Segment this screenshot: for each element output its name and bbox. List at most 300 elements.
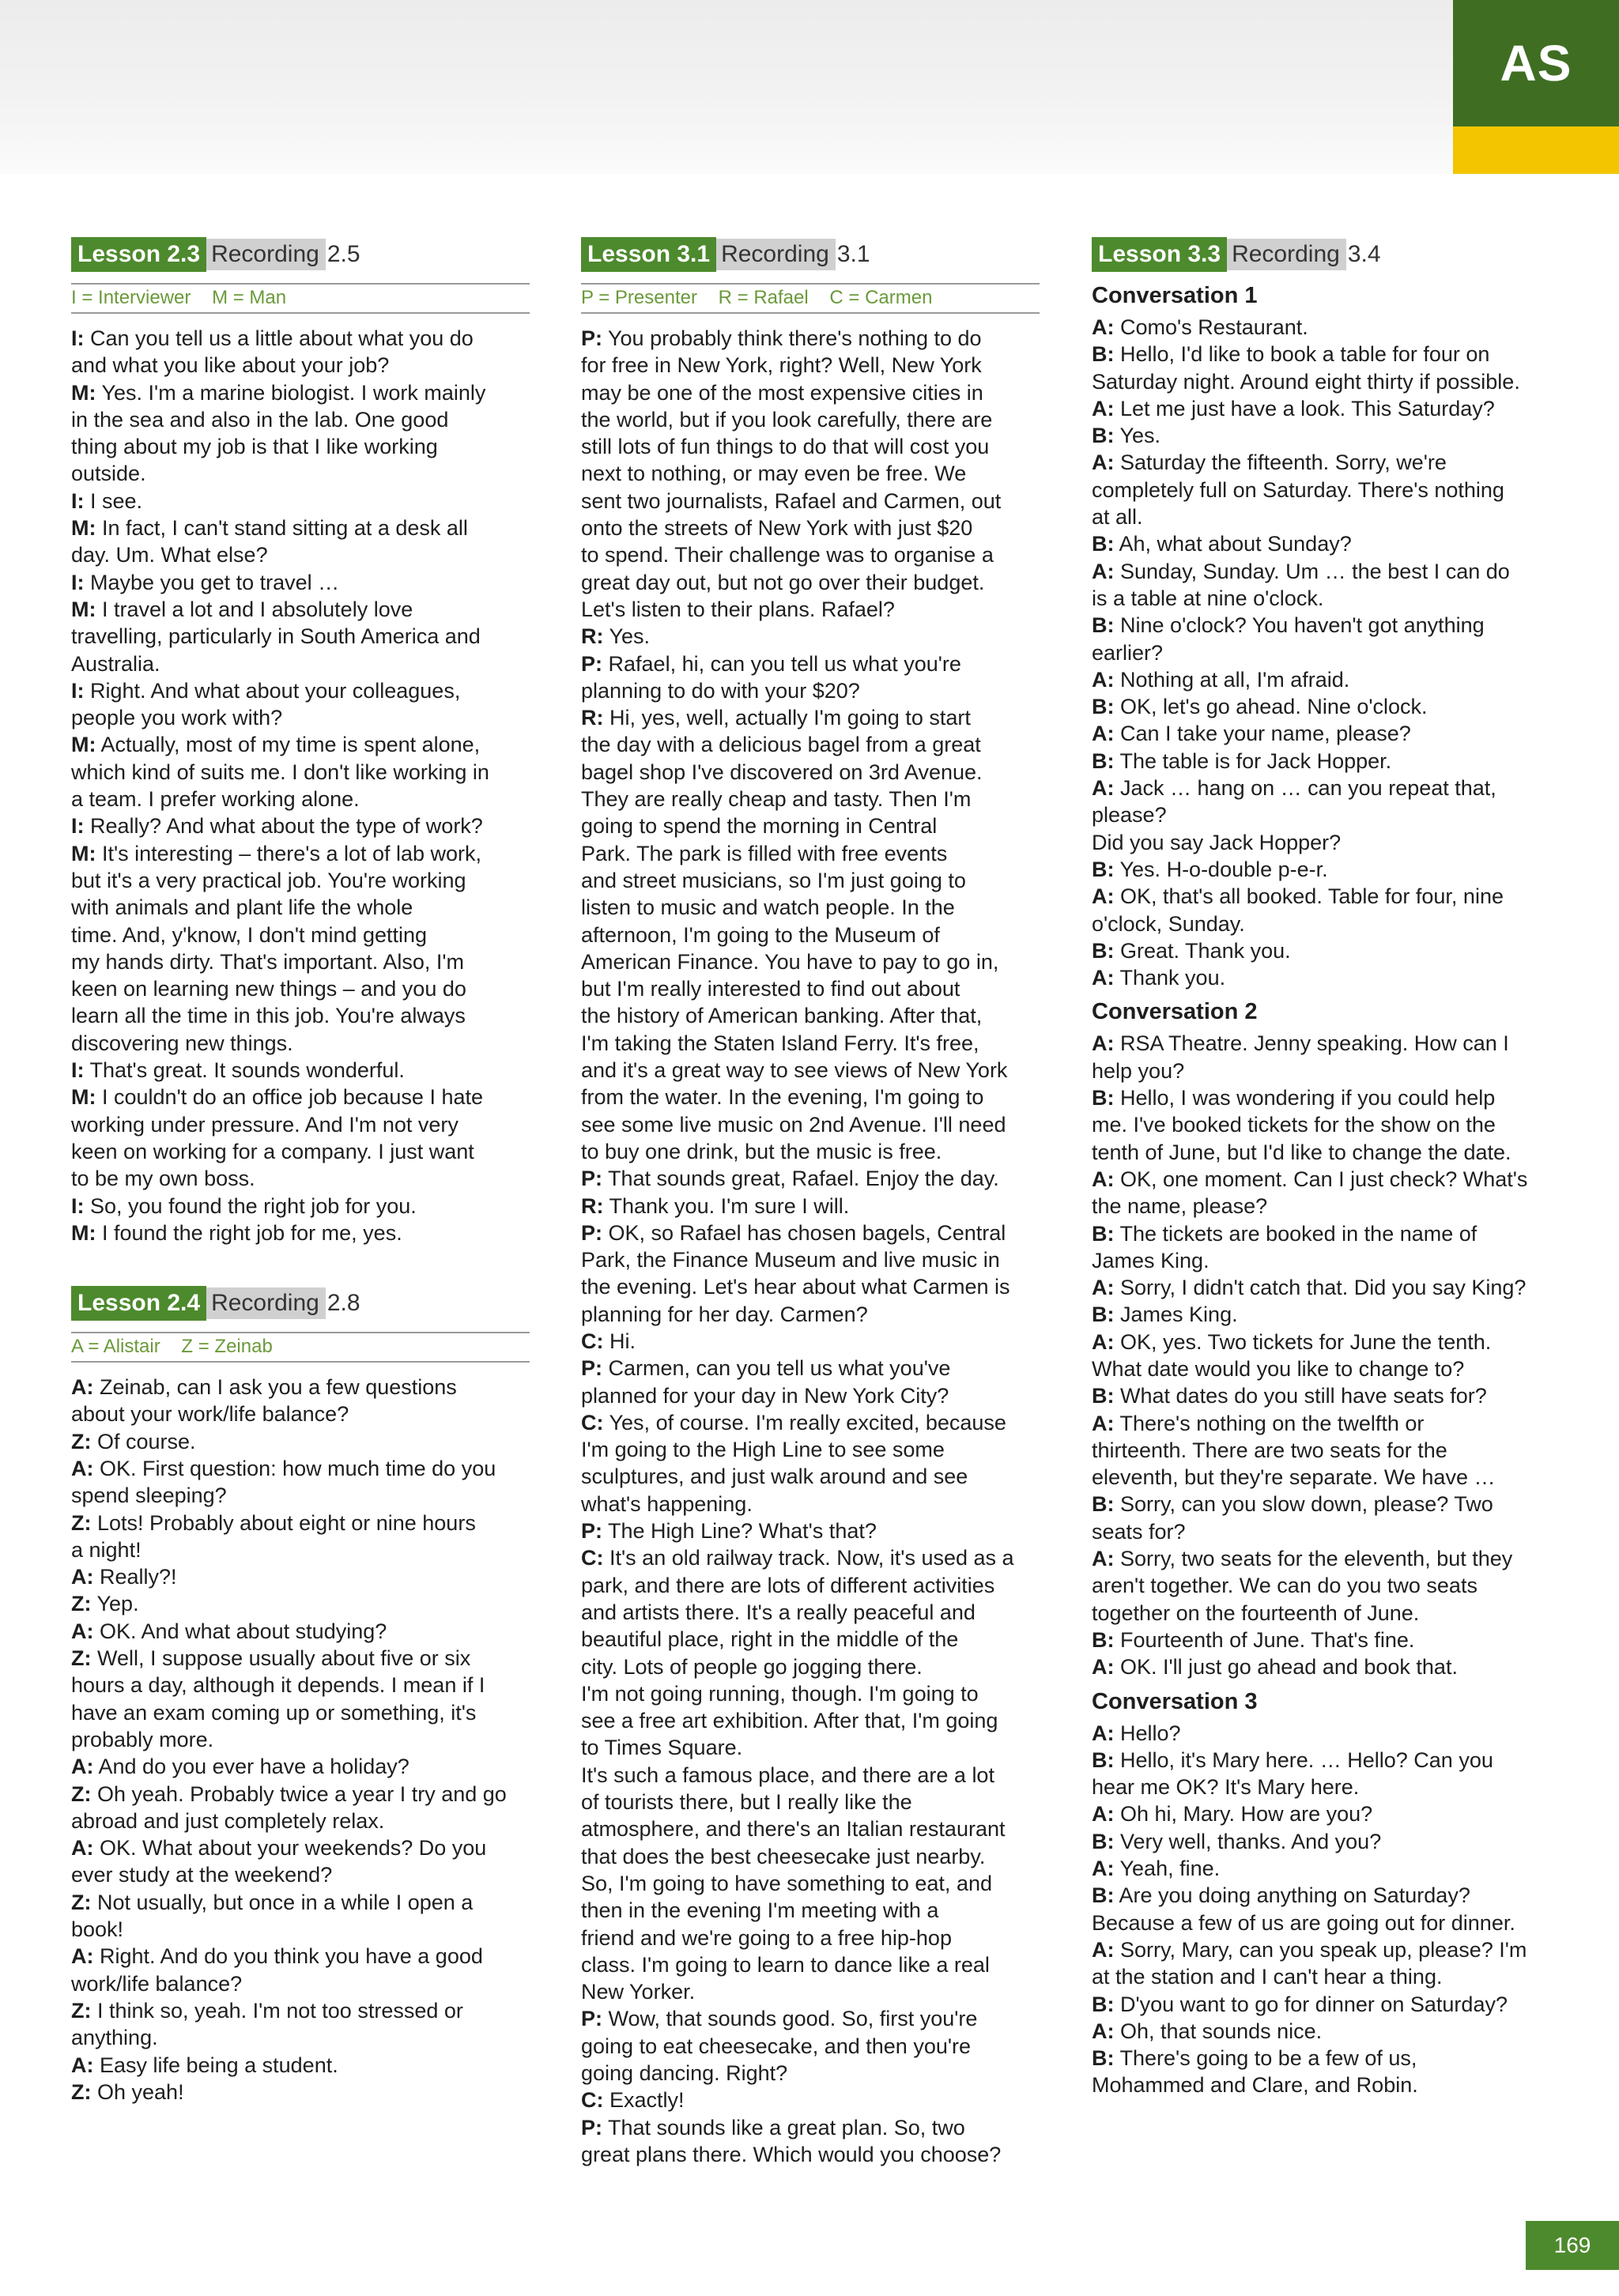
transcript-line [581,948,1040,975]
transcript-line [581,1220,1040,1246]
transcript-line [1092,2018,1550,2045]
line-text: Because a few of us are going out for dinner. [1092,1910,1515,1935]
line-text: discovering new things. [71,1031,293,1055]
speaker-label: A: [1092,1276,1115,1300]
line-text: what's happening. [581,1491,753,1516]
transcript-line [1092,1800,1550,1827]
transcript-line [1092,1247,1550,1274]
speaker-label: A: [1092,1937,1115,1962]
transcript-line [581,1951,1040,1978]
line-text: with animals and plant life the whole [71,895,413,920]
speaker-label: B: [1092,1221,1115,1246]
line-text: I couldn't do an office job because I hate [102,1085,484,1110]
speaker-label: M: [71,733,96,757]
lesson-label: Lesson 3.1 [581,237,716,272]
line-text: still lots of fun things to do that will cost you [581,435,990,459]
transcript-line [71,650,530,677]
line-text: aren't together. We can do you two seats [1092,1574,1477,1598]
line-text: Thank you. I'm sure I will. [609,1193,850,1218]
line-text: Hello, I was wondering if you could help [1120,1086,1496,1110]
line-text: Yes. H-o-double p-e-r. [1119,857,1328,881]
transcript-line [71,1455,530,1482]
speaker-key: A = Alistair Z = Zeinab [71,1332,530,1363]
line-text: thing about my job is that I like working [71,435,438,459]
line-text: Easy life being a student. [100,2053,338,2077]
line-text: but it's a very practical job. You're working [71,868,466,892]
line-text: Rafael, hi, can you tell us what you're [608,651,961,676]
speaker-label: I: [71,488,85,513]
transcript-line [1092,1274,1550,1301]
speaker-label: A: [1092,396,1115,420]
transcript-line [71,1030,530,1057]
transcript-line [581,1246,1040,1273]
transcript-line [1092,1382,1550,1409]
line-text: for free in New York, right? Well, New York [581,353,982,378]
transcript-line [1092,314,1550,341]
line-text: a team. I prefer working alone. [71,787,360,812]
speaker-label: A: [1092,722,1115,746]
speaker-label: A: [71,1565,94,1589]
transcript-line [71,812,530,839]
transcript-line [1092,1166,1550,1193]
column-1 [71,237,530,2106]
line-text: You probably think there's nothing to do [608,326,982,350]
line-text: It's an old railway track. Now, it's used as a [609,1546,1014,1570]
transcript-line [581,731,1040,758]
line-text: planning to do with your $20? [581,678,860,703]
speaker-label: I: [71,1193,85,1218]
transcript-line [1092,666,1550,693]
line-text: Not usually, but once in a while I open a [97,1890,474,1914]
line-text: Oh yeah. Probably twice a year I try and go [97,1781,507,1806]
audioscript-tab [1453,0,1619,126]
speaker-label: B: [1092,2046,1115,2071]
transcript-line [581,2060,1040,2087]
transcript-line [1092,530,1550,557]
lesson-heading [71,1286,530,1321]
line-text: going to spend the morning in Central [581,814,938,839]
speaker-label: P: [581,1167,602,1191]
transcript-line [581,1002,1040,1029]
transcript-line [1092,558,1550,585]
transcript-line [71,731,530,758]
transcript-line [581,1409,1040,1436]
transcript-line [581,812,1040,839]
line-text: D'you want to go for dinner on Saturday? [1120,1992,1508,2016]
line-text: is a table at nine o'clock. [1092,586,1324,610]
line-text: Fourteenth of June. That's fine. [1120,1627,1415,1652]
line-text: beautiful place, right in the middle of the [581,1627,959,1652]
transcript-line [71,1726,530,1753]
transcript-line [581,1463,1040,1490]
transcript-line [581,1626,1040,1653]
transcript-line [1092,748,1550,775]
line-text: The table is for Jack Hopper. [1119,748,1392,773]
transcript [1092,1720,1550,2099]
line-text: Nothing at all, I'm afraid. [1120,667,1350,692]
speaker-label: Z: [71,2079,92,2104]
line-text: James King. [1120,1303,1238,1327]
speaker-label: M: [71,516,96,541]
line-text: keen on working for a company. I just want [71,1139,474,1163]
transcript-line [1092,477,1550,503]
speaker-label: A: [71,1456,94,1480]
lesson-label: Lesson 2.3 [71,237,206,272]
transcript-line [581,1436,1040,1463]
line-text: Park. The park is filled with free events [581,841,948,865]
transcript-line [1092,449,1550,476]
transcript-line [1092,1193,1550,1220]
line-text: completely full on Saturday. There's nothing [1092,477,1504,502]
transcript-line [1092,612,1550,639]
transcript-line [581,1680,1040,1707]
transcript-line [581,867,1040,894]
recording-number: 3.1 [836,241,870,267]
line-text: my hands dirty. That's important. Also, I'm [71,949,464,974]
line-text: OK. I'll just go ahead and book that. [1120,1655,1458,1680]
transcript-line [581,975,1040,1002]
transcript-line [71,2024,530,2051]
recording-label: Recording [206,239,326,270]
line-text: see a free art exhibition. After that, I'm going [581,1709,998,1733]
transcript-line [71,1401,530,1427]
transcript-line [71,569,530,596]
transcript-line [1092,1720,1550,1747]
line-text: They are really cheap and tasty. Then I'm [581,787,972,812]
line-text: The tickets are booked in the name of [1119,1221,1477,1246]
transcript-line [581,759,1040,786]
line-text: OK, so Rafael has chosen bagels, Central [608,1220,1006,1245]
transcript-line [1092,1355,1550,1382]
line-text: earlier? [1092,640,1164,665]
transcript [1092,314,1550,991]
speaker-label: A: [1092,667,1115,692]
line-text: Yep. [96,1592,139,1616]
line-text: of tourists there, but I really like the [581,1790,912,1815]
transcript-line [581,1897,1040,1924]
line-text: Sorry, Mary, can you speak up, please? I'm [1120,1937,1527,1962]
transcript-line [71,2079,530,2106]
speaker-label: M: [71,841,96,865]
line-text: It's interesting – there's a lot of lab work, [102,841,482,865]
line-text: help you? [1092,1058,1185,1083]
line-text: planning for her day. Carmen? [581,1302,868,1326]
line-text: at the station and I can't hear a thing. [1092,1965,1443,1989]
line-text: great day out, but not go over their budget. [581,570,985,594]
line-text: Park, the Finance Museum and live music in [581,1248,1000,1272]
transcript-line [581,1762,1040,1789]
speaker-label: M: [71,380,96,405]
transcript-line [581,406,1040,433]
transcript-line [1092,1545,1550,1572]
line-text: OK, one moment. Can I just check? What's [1120,1167,1528,1191]
transcript-line [581,596,1040,623]
line-text: learn all the time in this job. You're always [71,1004,466,1028]
speaker-label: B: [1092,613,1115,638]
transcript-line [581,1815,1040,1842]
line-text: Hello, it's Mary here. … Hello? Can you [1120,1747,1493,1772]
line-text: tenth of June, but I'd like to change the date. [1092,1140,1511,1164]
speaker-label: B: [1092,857,1115,881]
line-text: Carmen, can you tell us what you've [608,1356,951,1381]
transcript-line [1092,964,1550,991]
line-text: There's going to be a few of us, [1119,2046,1417,2071]
speaker-label: P: [581,651,602,676]
line-text: Maybe you get to travel … [90,570,340,594]
transcript-line [71,1057,530,1084]
transcript-line [1092,720,1550,747]
line-text: I'm going to the High Line to see some [581,1438,945,1462]
speaker-label: B: [1092,1627,1115,1652]
transcript-line [71,1220,530,1246]
line-text: What dates do you still have seats for? [1120,1384,1487,1408]
line-text: working under pressure. And I'm not very [71,1112,459,1137]
line-text: city. Lots of people go jogging there. [581,1654,923,1679]
line-text: have an exam coming up or something, it's [71,1700,477,1725]
transcript-line [581,1355,1040,1382]
line-text: atmosphere, and there's an Italian restaurant [581,1817,1006,1842]
transcript-line [1092,937,1550,964]
line-text: to Times Square. [581,1736,743,1760]
transcript-line [71,1193,530,1220]
transcript-line [581,2114,1040,2141]
line-text: In fact, I can't stand sitting at a desk all [102,516,468,541]
transcript-line [71,1428,530,1455]
transcript-line [71,1672,530,1698]
line-text: I'm taking the Staten Island Ferry. It's free, [581,1031,979,1055]
transcript-line [71,1997,530,2024]
line-text: next to nothing, or may even be free. We [581,462,967,486]
transcript-line [71,867,530,894]
speaker-label: B: [1092,1086,1115,1110]
line-text: Very well, thanks. And you? [1120,1829,1382,1853]
transcript-line [1092,1828,1550,1855]
transcript-line [71,2052,530,2079]
line-text: keen on learning new things – and you do [71,977,466,1001]
line-text: the evening. Let's hear about what Carmen is [581,1275,1010,1299]
speaker-label: M: [71,597,96,621]
line-text: Really? And what about the type of work? [90,814,483,839]
transcript-line [1092,1855,1550,1882]
line-text: thirteenth. There are two seats for the [1092,1438,1447,1462]
line-text: the day with a delicious bagel from a great [581,733,981,757]
transcript-line [581,840,1040,867]
line-text: great plans there. Which would you choose? [581,2142,1002,2166]
line-text: Hello, I'd like to book a table for four on [1120,342,1490,367]
transcript-line [581,1843,1040,1870]
line-text: Como's Restaurant. [1120,315,1308,339]
speaker-label: P: [581,2115,602,2140]
speaker-label: A: [1092,2019,1115,2043]
line-text: And do you ever have a holiday? [98,1755,409,1779]
transcript [581,325,1040,2168]
transcript-line [71,1753,530,1780]
line-text: a night! [71,1537,142,1562]
speaker-label: M: [71,1085,96,1110]
tab-accent-stripe [1453,126,1619,174]
transcript-line [1092,1910,1550,1936]
line-text: and what you like about your job? [71,353,390,378]
line-text: the history of American banking. After that, [581,1004,983,1028]
transcript-line [581,541,1040,568]
transcript-line [1092,1600,1550,1627]
speaker-label: A: [1092,1329,1115,1354]
speaker-label: B: [1092,532,1115,556]
transcript-line [71,352,530,379]
transcript-line [71,786,530,812]
transcript-line [71,1781,530,1808]
transcript-line [71,1536,530,1563]
line-text: Nine o'clock? You haven't got anything [1120,613,1485,638]
conversation-title: Conversation 1 [1092,283,1258,308]
line-text: I travel a lot and I absolutely love [102,597,413,621]
line-text: Are you doing anything on Saturday? [1119,1883,1470,1908]
line-text: together on the fourteenth of June. [1092,1600,1420,1625]
transcript-line [71,975,530,1002]
line-text: I see. [90,488,143,513]
transcript-line [581,650,1040,677]
transcript-line [1092,910,1550,937]
transcript-line [71,460,530,487]
transcript-line [581,433,1040,460]
line-text: There's nothing on the twelfth or [1119,1411,1425,1435]
recording-number: 3.4 [1347,241,1381,267]
transcript-line [71,1916,530,1943]
speaker-label: B: [1092,1883,1115,1908]
line-text: OK, let's go ahead. Nine o'clock. [1120,695,1428,719]
line-text: anything. [71,2026,158,2050]
line-text: Let's listen to their plans. Rafael? [581,597,895,621]
line-text: It's such a famous place, and there are a lot [581,1763,994,1787]
transcript-line [581,1572,1040,1599]
transcript-line [1092,1058,1550,1084]
line-text: abroad and just completely relax. [71,1808,385,1833]
transcript-line [71,406,530,433]
transcript-line [71,1084,530,1110]
line-text: seats for? [1092,1519,1186,1544]
transcript-line [1092,1653,1550,1680]
speaker-label: Z: [71,1510,92,1535]
transcript-line [71,840,530,867]
line-text: people you work with? [71,706,283,730]
transcript-line [71,1970,530,1997]
speaker-label: Z: [71,1592,92,1616]
transcript-line [71,1482,530,1509]
transcript-line [71,1374,530,1401]
transcript-line [1092,341,1550,368]
transcript-line [581,1599,1040,1626]
page-number [1526,2221,1619,2270]
speaker-label: P: [581,326,602,350]
line-text: going to eat cheesecake, and then you're [581,2034,972,2058]
speaker-label: A: [71,1836,94,1861]
transcript-line [71,1590,530,1617]
speaker-label: A: [1092,1857,1115,1881]
transcript-line [1092,1220,1550,1247]
speaker-label: C: [581,1410,604,1435]
speaker-label: A: [1092,559,1115,583]
transcript-line [581,894,1040,921]
line-text: Oh hi, Mary. How are you? [1120,1802,1373,1827]
line-text: sent two journalists, Rafael and Carmen, out [581,488,1002,513]
line-text: ever study at the weekend? [71,1863,333,1887]
speaker-label: P: [581,1356,602,1381]
line-text: book! [71,1917,124,1942]
line-text: to be my own boss. [71,1167,255,1191]
speaker-label: A: [1092,1547,1115,1571]
lesson-label: Lesson 2.4 [71,1286,206,1321]
transcript-line [71,1165,530,1192]
lesson-heading [1092,237,1550,272]
speaker-label: C: [581,1329,604,1353]
speaker-label: A: [71,1755,94,1779]
line-text: sculptures, and just walk around and see [581,1465,968,1489]
speaker-label: B: [1092,424,1115,448]
speaker-label: A: [71,1375,94,1400]
line-text: day. Um. What else? [71,543,268,567]
line-text: please? [1092,803,1167,828]
line-text: Sorry, can you slow down, please? Two [1120,1492,1493,1517]
line-text: Right. And do you think you have a good [100,1944,483,1969]
speaker-label: A: [1092,966,1115,990]
transcript-line [581,1544,1040,1571]
speaker-label: Z: [71,1890,92,1914]
transcript-line [1092,1437,1550,1464]
line-text: eleventh, but they're separate. We have … [1092,1465,1496,1490]
line-text: o'clock, Sunday. [1092,911,1245,936]
transcript-line [71,704,530,731]
transcript-line [581,1382,1040,1409]
line-text: OK, that's all booked. Table for four, nine [1120,884,1504,909]
lesson-label: Lesson 3.3 [1092,237,1227,272]
speaker-label: M: [71,1220,96,1245]
speaker-label: A: [1092,884,1115,909]
line-text: and it's a great way to see views of New York [581,1058,1008,1083]
transcript-line [581,786,1040,812]
line-text: Wow, that sounds good. So, first you're [608,2007,978,2031]
speaker-label: A: [1092,1031,1115,1056]
line-text: OK. First question: how much time do you [100,1456,496,1480]
transcript-line [581,515,1040,541]
line-text: I think so, yeah. I'm not too stressed or [97,1998,463,2023]
speaker-label: B: [1092,1992,1115,2016]
line-text: listen to music and watch people. In the [581,895,955,920]
line-text: Can I take your name, please? [1120,722,1411,746]
line-text: New Yorker. [581,1980,696,2004]
conversation-title: Conversation 3 [1092,1688,1258,1714]
line-text: outside. [71,462,146,486]
line-text: Hello? [1120,1721,1181,1745]
transcript-line [71,515,530,541]
transcript-line [581,922,1040,948]
transcript-line [581,1111,1040,1138]
speaker-label: C: [581,2088,604,2113]
line-text: at all. [1092,505,1143,530]
line-text: friend and we're going to a free hip-hop [581,1925,952,1950]
line-text: Jack … hang on … can you repeat that, [1120,776,1496,801]
line-text: Did you say Jack Hopper? [1092,830,1342,854]
speaker-label: P: [581,1519,602,1544]
line-text: I'm not going running, though. I'm going to [581,1681,979,1706]
transcript-line [581,677,1040,704]
speaker-key: I = Interviewer M = Man [71,283,530,314]
transcript-line [71,677,530,704]
transcript-line [71,623,530,650]
recording-number: 2.5 [326,241,360,267]
line-text: RSA Theatre. Jenny speaking. How can I [1120,1031,1509,1056]
column-3 [1092,237,1550,2099]
transcript-line [581,569,1040,596]
